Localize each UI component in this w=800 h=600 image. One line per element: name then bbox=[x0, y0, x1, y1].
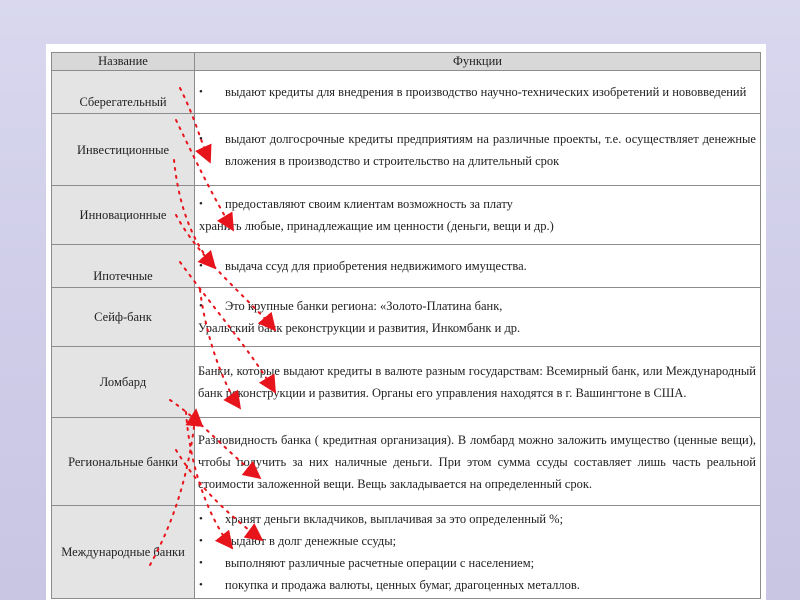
row-name-international: Международные банки bbox=[52, 506, 195, 599]
row-func-safe-bank bbox=[195, 288, 761, 347]
row-func-investment bbox=[195, 114, 761, 186]
row-func-savings bbox=[195, 71, 761, 114]
function-text: Разновидность банка ( кредитная организация). В ломбард можно заложить имущество (ценные вещи), чтобы получить за них наличные деньги. При этом сумма ссуды составляет лишь часть реальной стоимости заложенной вещи. Вещь закладывается на определенный срок. bbox=[198, 432, 756, 491]
table-header-row bbox=[52, 53, 761, 71]
bullet-item: • выдают в долг денежные ссуды; bbox=[197, 530, 756, 552]
row-name-innovation: Инновационные bbox=[52, 186, 195, 245]
row-name-investment: Инвестиционные bbox=[52, 114, 195, 186]
bullet-item: • предоставляют своим клиентам возможность за плату bbox=[197, 193, 756, 215]
bullet-item: • хранят деньги вкладчиков, выплачивая за это определенный %; bbox=[197, 508, 756, 530]
table-row bbox=[52, 114, 761, 186]
slide-sheet bbox=[46, 44, 766, 600]
table-row bbox=[52, 186, 761, 245]
row-func-pawnshop bbox=[195, 347, 761, 418]
row-name-safe-bank: Сейф-банк bbox=[52, 288, 195, 347]
header-name: Название bbox=[52, 53, 195, 71]
table-row bbox=[52, 245, 761, 288]
table-row bbox=[52, 418, 761, 506]
bullet-item: • выдают долгосрочные кредиты предприятиям на различные проекты, т.е. осуществляет денежные вложения в производство и строительство на длительный срок bbox=[197, 128, 756, 172]
bullet-continuation: Уральский банк реконструкции и развития, Инкомбанк и др. bbox=[198, 321, 521, 335]
bullet-item: • выдают кредиты для внедрения в производство научно-технических изобретений и нововведений bbox=[197, 81, 756, 103]
bullet-item: • выполняют различные расчетные операции с населением; bbox=[197, 552, 756, 574]
row-func-innovation bbox=[195, 186, 761, 245]
table-row bbox=[52, 506, 761, 599]
row-name-savings: Сберегательный bbox=[52, 71, 195, 114]
table-row bbox=[52, 347, 761, 418]
function-text: Банки, которые выдают кредиты в валюте разным государствам: Всемирный банк, или Международный банк реконструкции и развития. Органы его управления находятся в г. Вашингтоне в США. bbox=[198, 364, 756, 400]
row-func-mortgage bbox=[195, 245, 761, 288]
bullet-item: • выдача ссуд для приобретения недвижимого имущества. bbox=[197, 255, 756, 277]
bullet-item: • покупка и продажа валюты, ценных бумаг, драгоценных металлов. bbox=[197, 574, 756, 596]
row-name-pawnshop: Ломбард bbox=[52, 347, 195, 418]
bullet-continuation: хранить любые, принадлежащие им ценности (деньги, вещи и др.) bbox=[199, 219, 554, 233]
row-name-regional: Региональные банки bbox=[52, 418, 195, 506]
bank-types-table bbox=[51, 52, 761, 599]
header-functions: Функции bbox=[195, 53, 761, 71]
table-row bbox=[52, 71, 761, 114]
table-row bbox=[52, 288, 761, 347]
row-name-mortgage: Ипотечные bbox=[52, 245, 195, 288]
bullet-item: • Это крупные банки региона: «Золото-Платина банк, bbox=[197, 295, 756, 317]
row-func-international bbox=[195, 506, 761, 599]
row-func-regional bbox=[195, 418, 761, 506]
